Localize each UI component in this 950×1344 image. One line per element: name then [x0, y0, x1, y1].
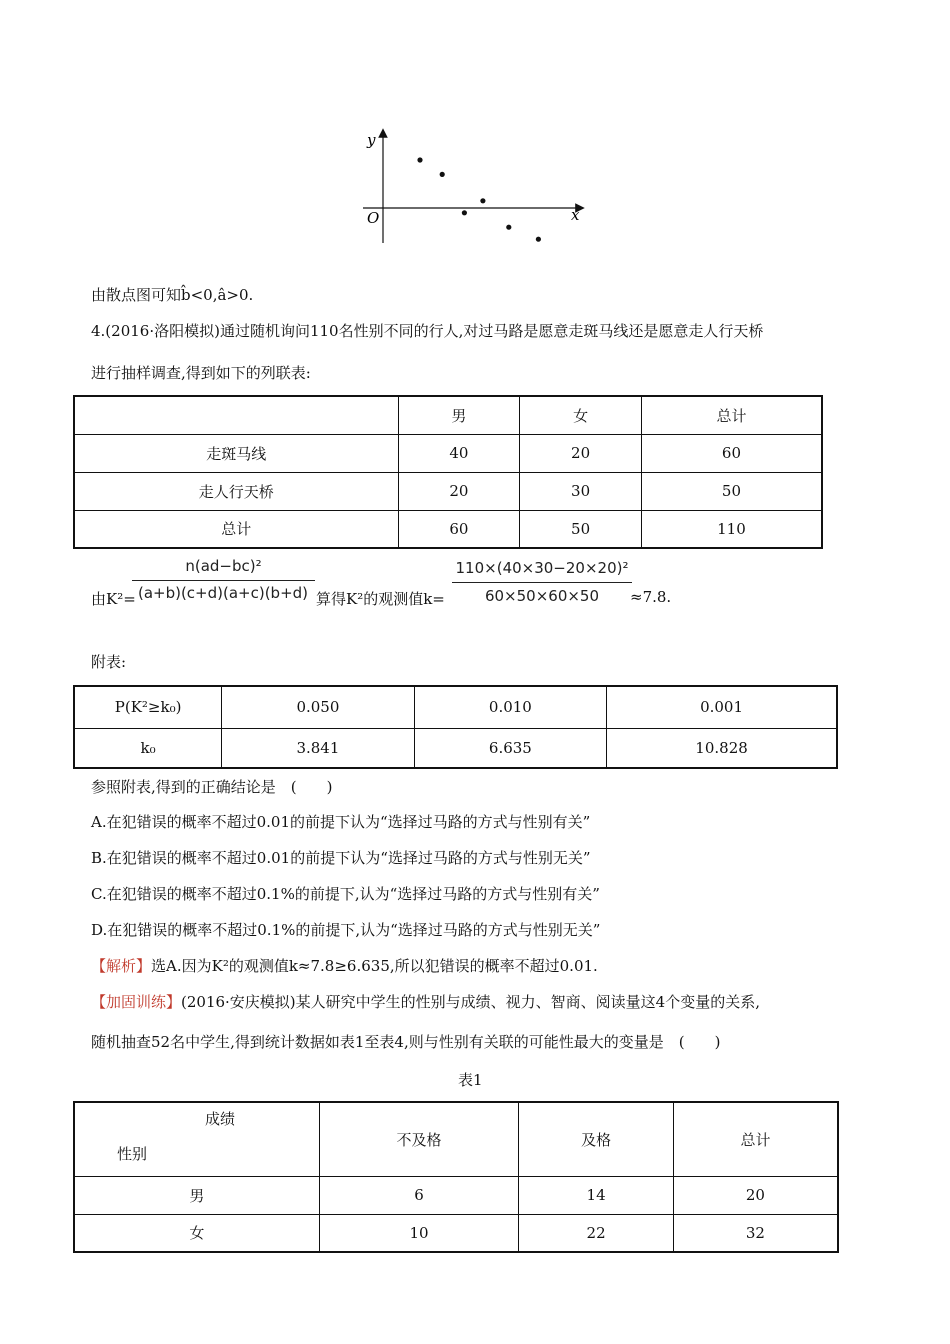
scatter-conclusion: 由散点图可知b̂<0,â>0. — [91, 286, 254, 304]
table-cell: P(K²≥k₀) — [74, 686, 222, 728]
formula-fraction-bar — [132, 580, 315, 581]
x-axis-label: x — [571, 206, 580, 224]
table-row — [74, 728, 837, 768]
table-header-cell: 不及格 — [319, 1102, 518, 1176]
scatter-point — [462, 210, 467, 215]
appendix-label: 附表: — [91, 653, 127, 671]
analysis-text: 选A.因为K²的观测值k≈7.8≥6.635,所以犯错误的概率不超过0.01. — [151, 957, 598, 975]
table-cell: 3.841 — [222, 728, 414, 768]
scatter-plot — [355, 125, 595, 255]
table-cell: 6.635 — [414, 728, 606, 768]
table-cell: 总计 — [74, 510, 398, 548]
table-cell: 走人行天桥 — [74, 472, 398, 510]
table-header-cell: 总计 — [673, 1102, 838, 1176]
table-cell: 14 — [519, 1176, 674, 1214]
table-cell: 60 — [398, 510, 520, 548]
calc-numerator: 110×(40×30−20×20)² — [455, 559, 629, 577]
table-cell: 0.010 — [414, 686, 606, 728]
table-header-cell: 总计 — [641, 396, 822, 434]
analysis-tag: 【解析】 — [91, 957, 152, 975]
table-cell: 6 — [319, 1176, 518, 1214]
y-axis-label: y — [367, 131, 376, 149]
table-title: 表1 — [458, 1071, 483, 1089]
table-header-cell: 男 — [398, 396, 520, 434]
table-cell: 20 — [673, 1176, 838, 1214]
table-cell: 20 — [520, 434, 642, 472]
table-cell: k₀ — [74, 728, 222, 768]
formula-prefix: 由K²= — [91, 590, 136, 608]
table-cell: 10 — [319, 1214, 518, 1252]
table-row — [74, 510, 822, 548]
table-row — [74, 1214, 838, 1252]
table-cell: 50 — [641, 472, 822, 510]
table-row — [74, 686, 837, 728]
table-header-row — [74, 1102, 838, 1176]
formula-denominator: (a+b)(c+d)(a+c)(b+d) — [137, 584, 309, 602]
option-d: D.在犯错误的概率不超过0.1%的前提下,认为“选择过马路的方式与性别无关” — [91, 921, 601, 939]
question-text: 参照附表,得到的正确结论是 ( ) — [91, 778, 333, 796]
table-cell: 男 — [74, 1176, 319, 1214]
calc-fraction-bar — [452, 582, 632, 583]
scatter-point — [440, 172, 445, 177]
grades-table — [73, 1101, 839, 1253]
table-cell: 0.001 — [607, 686, 837, 728]
scatter-point — [417, 157, 422, 162]
table-header-cell: 女 — [520, 396, 642, 434]
q4-line2: 进行抽样调查,得到如下的列联表: — [91, 364, 311, 382]
option-a: A.在犯错误的概率不超过0.01的前提下认为“选择过马路的方式与性别有关” — [91, 813, 591, 831]
table-row — [74, 434, 822, 472]
table-header-cell — [74, 396, 398, 434]
table-cell: 40 — [398, 434, 520, 472]
corner-bottom: 性别 — [117, 1145, 148, 1163]
origin-label: O — [367, 209, 380, 227]
table-cell: 走斑马线 — [74, 434, 398, 472]
corner-top: 成绩 — [205, 1110, 236, 1128]
scatter-point — [506, 225, 511, 230]
approx-value: ≈7.8. — [630, 588, 672, 606]
analysis — [91, 955, 598, 976]
table-cell: 32 — [673, 1214, 838, 1252]
q4-line1: 4.(2016·洛阳模拟)通过随机询问110名性别不同的行人,对过马路是愿意走斑马线还是愿意走人行天桥 — [91, 322, 764, 340]
appendix-table — [73, 685, 838, 769]
table-cell: 女 — [74, 1214, 319, 1252]
table-cell: 10.828 — [607, 728, 837, 768]
table-cell: 30 — [520, 472, 642, 510]
table-row — [74, 1176, 838, 1214]
option-c: C.在犯错误的概率不超过0.1%的前提下,认为“选择过马路的方式与性别有关” — [91, 885, 600, 903]
scatter-point — [536, 237, 541, 242]
table-cell: 50 — [520, 510, 642, 548]
extra-tag: 【加固训练】 — [91, 993, 182, 1011]
extra-line2: 随机抽查52名中学生,得到统计数据如表1至表4,则与性别有关联的可能性最大的变量是 ( ) — [91, 1033, 721, 1051]
formula-numerator: n(ad−bc)² — [185, 557, 262, 575]
table-header-row — [74, 396, 822, 434]
calc-denominator: 60×50×60×50 — [484, 587, 600, 605]
formula-mid: 算得K²的观测值k= — [316, 590, 445, 608]
table-cell: 0.050 — [222, 686, 414, 728]
contingency-table — [73, 395, 823, 549]
corner-cell — [74, 1102, 319, 1176]
option-b: B.在犯错误的概率不超过0.01的前提下认为“选择过马路的方式与性别无关” — [91, 849, 591, 867]
extra-text: (2016·安庆模拟)某人研究中学生的性别与成绩、视力、智商、阅读量这4个变量的关系, — [181, 993, 760, 1011]
table-cell: 20 — [398, 472, 520, 510]
extra-line1 — [91, 991, 760, 1012]
table-cell: 60 — [641, 434, 822, 472]
table-header-cell: 及格 — [519, 1102, 674, 1176]
table-cell: 110 — [641, 510, 822, 548]
table-row — [74, 472, 822, 510]
table-cell: 22 — [519, 1214, 674, 1252]
scatter-point — [480, 198, 485, 203]
